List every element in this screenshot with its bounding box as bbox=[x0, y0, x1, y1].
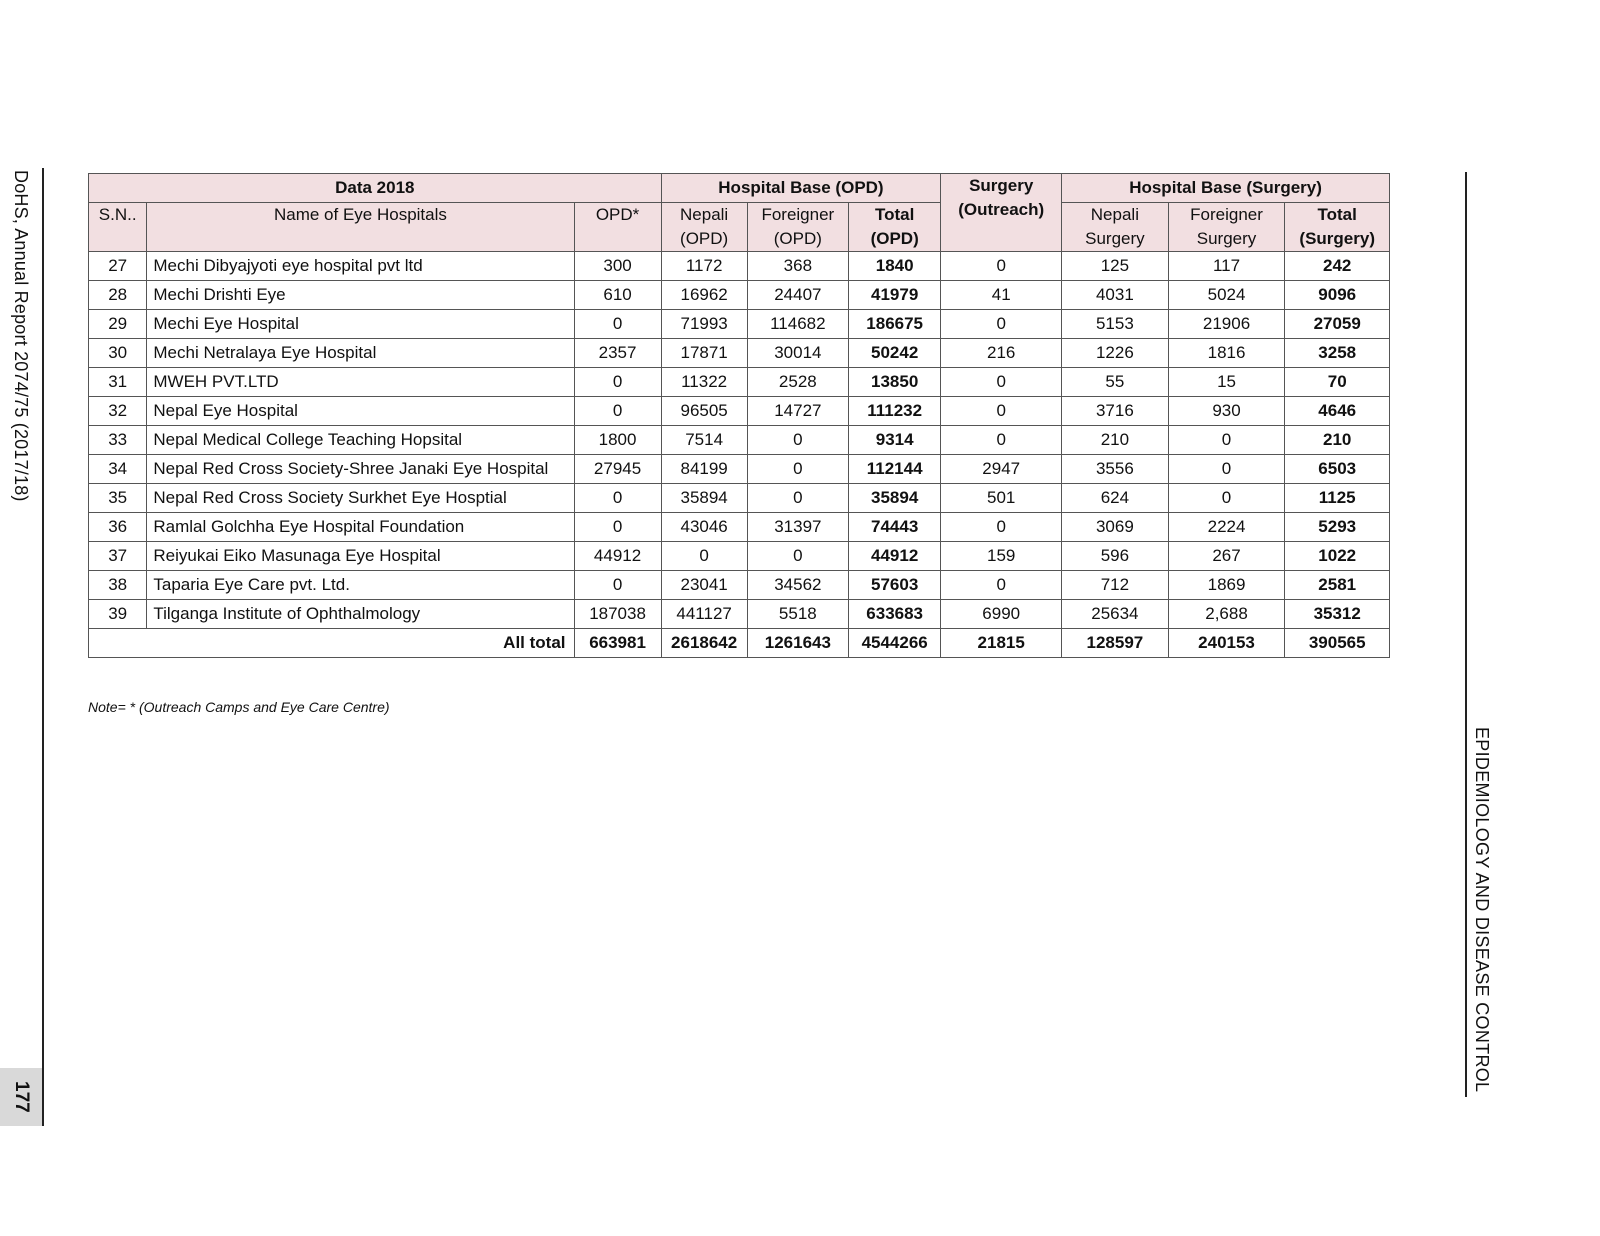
foreigner-opd-cell: 5518 bbox=[747, 600, 848, 629]
opd-star-cell: 0 bbox=[574, 368, 661, 397]
opd-star-cell: 1800 bbox=[574, 426, 661, 455]
total-surgery-header: Total (Surgery) bbox=[1285, 203, 1390, 252]
surgery-outreach-cell: 6990 bbox=[941, 600, 1062, 629]
nepali-surgery-cell: 624 bbox=[1062, 484, 1169, 513]
nepali-surgery-cell: 3716 bbox=[1062, 397, 1169, 426]
nepali-surgery-cell: 125 bbox=[1062, 252, 1169, 281]
hospital-name-cell: Mechi Eye Hospital bbox=[147, 310, 574, 339]
table-row bbox=[89, 281, 1390, 310]
total-opd-cell: 57603 bbox=[849, 571, 941, 600]
total-surgery-cell: 5293 bbox=[1285, 513, 1390, 542]
total-opd-cell: 41979 bbox=[849, 281, 941, 310]
total-surgery-cell: 1125 bbox=[1285, 484, 1390, 513]
table-row bbox=[89, 600, 1390, 629]
nepali-opd-cell: 17871 bbox=[661, 339, 747, 368]
sn-cell: 27 bbox=[89, 252, 147, 281]
hospital-name-cell: Nepal Red Cross Society Surkhet Eye Hosptial bbox=[147, 484, 574, 513]
foreigner-surgery-cell: 930 bbox=[1168, 397, 1285, 426]
opd-star-cell: 187038 bbox=[574, 600, 661, 629]
sn-cell: 39 bbox=[89, 600, 147, 629]
sn-header: S.N.. bbox=[89, 203, 147, 252]
hospital-name-cell: Tilganga Institute of Ophthalmology bbox=[147, 600, 574, 629]
surgery-outreach-cell: 41 bbox=[941, 281, 1062, 310]
nepali-opd-cell: 71993 bbox=[661, 310, 747, 339]
nepali-opd-cell: 1172 bbox=[661, 252, 747, 281]
right-margin-rule bbox=[1465, 172, 1467, 1097]
table-row bbox=[89, 252, 1390, 281]
sn-cell: 30 bbox=[89, 339, 147, 368]
opd-star-cell: 0 bbox=[574, 397, 661, 426]
page-number: 177 bbox=[11, 1081, 32, 1113]
opd-star-cell: 0 bbox=[574, 484, 661, 513]
total-opd-cell: 112144 bbox=[849, 455, 941, 484]
nepali-opd-cell: 23041 bbox=[661, 571, 747, 600]
opd-star-cell: 300 bbox=[574, 252, 661, 281]
foreigner-surgery-cell: 1816 bbox=[1168, 339, 1285, 368]
surgery-outreach-cell: 0 bbox=[941, 310, 1062, 339]
foreigner-opd-cell: 0 bbox=[747, 426, 848, 455]
foreigner-opd-cell: 2528 bbox=[747, 368, 848, 397]
total-surgery-cell: 210 bbox=[1285, 426, 1390, 455]
foreigner-surgery-cell: 0 bbox=[1168, 455, 1285, 484]
opd-star-cell: 44912 bbox=[574, 542, 661, 571]
nepali-surgery-cell: 5153 bbox=[1062, 310, 1169, 339]
foreigner-opd-header: Foreigner (OPD) bbox=[747, 203, 848, 252]
hospital-name-cell: Ramlal Golchha Eye Hospital Foundation bbox=[147, 513, 574, 542]
foreigner-opd-cell: 0 bbox=[747, 484, 848, 513]
hospital-name-cell: MWEH PVT.LTD bbox=[147, 368, 574, 397]
nepali-surgery-cell: 596 bbox=[1062, 542, 1169, 571]
total-surgery-cell: 6503 bbox=[1285, 455, 1390, 484]
table-row bbox=[89, 397, 1390, 426]
hospital-name-cell: Nepal Medical College Teaching Hopsital bbox=[147, 426, 574, 455]
table-row bbox=[89, 368, 1390, 397]
foreigner-opd-cell: 31397 bbox=[747, 513, 848, 542]
total-opd-cell: 9314 bbox=[849, 426, 941, 455]
total-opd-cell: 44912 bbox=[849, 542, 941, 571]
surgery-outreach-cell: 216 bbox=[941, 339, 1062, 368]
column-header-row bbox=[89, 203, 1390, 252]
all-total-row bbox=[89, 629, 1390, 658]
nepali-surgery-cell: 25634 bbox=[1062, 600, 1169, 629]
nepali-opd-cell: 11322 bbox=[661, 368, 747, 397]
total-opd-cell: 50242 bbox=[849, 339, 941, 368]
all-total-label: All total bbox=[89, 629, 575, 658]
hospital-name-cell: Mechi Dibyajyoti eye hospital pvt ltd bbox=[147, 252, 574, 281]
total-cell: 1261643 bbox=[747, 629, 848, 658]
surgery-outreach-cell: 501 bbox=[941, 484, 1062, 513]
foreigner-surgery-header: Foreigner Surgery bbox=[1168, 203, 1285, 252]
surgery-outreach-cell: 0 bbox=[941, 397, 1062, 426]
surgery-outreach-cell: 2947 bbox=[941, 455, 1062, 484]
nepali-surgery-cell: 3069 bbox=[1062, 513, 1169, 542]
hospital-name-cell: Nepal Red Cross Society-Shree Janaki Eye Hospital bbox=[147, 455, 574, 484]
table-row bbox=[89, 484, 1390, 513]
total-cell: 4544266 bbox=[849, 629, 941, 658]
total-surgery-cell: 27059 bbox=[1285, 310, 1390, 339]
foreigner-surgery-cell: 0 bbox=[1168, 484, 1285, 513]
sn-cell: 29 bbox=[89, 310, 147, 339]
total-cell: 390565 bbox=[1285, 629, 1390, 658]
sn-cell: 36 bbox=[89, 513, 147, 542]
report-title: DoHS, Annual Report 2074/75 (2017/18) bbox=[11, 170, 31, 502]
sn-cell: 35 bbox=[89, 484, 147, 513]
table-row bbox=[89, 513, 1390, 542]
total-opd-cell: 74443 bbox=[849, 513, 941, 542]
total-opd-cell: 111232 bbox=[849, 397, 941, 426]
foreigner-opd-cell: 368 bbox=[747, 252, 848, 281]
hospital-name-cell: Reiyukai Eiko Masunaga Eye Hospital bbox=[147, 542, 574, 571]
section-title: EPIDEMIOLOGY AND DISEASE CONTROL bbox=[1472, 727, 1492, 1093]
sn-cell: 38 bbox=[89, 571, 147, 600]
surgery-outreach-cell: 0 bbox=[941, 252, 1062, 281]
opd-star-cell: 0 bbox=[574, 513, 661, 542]
name-header: Name of Eye Hospitals bbox=[147, 203, 574, 252]
opd-star-cell: 0 bbox=[574, 571, 661, 600]
foreigner-opd-cell: 14727 bbox=[747, 397, 848, 426]
nepali-opd-cell: 441127 bbox=[661, 600, 747, 629]
total-surgery-cell: 242 bbox=[1285, 252, 1390, 281]
total-opd-cell: 35894 bbox=[849, 484, 941, 513]
nepali-surgery-cell: 712 bbox=[1062, 571, 1169, 600]
hospital-name-cell: Taparia Eye Care pvt. Ltd. bbox=[147, 571, 574, 600]
nepali-surgery-cell: 210 bbox=[1062, 426, 1169, 455]
sn-cell: 31 bbox=[89, 368, 147, 397]
nepali-opd-header: Nepali (OPD) bbox=[661, 203, 747, 252]
hospital-name-cell: Mechi Drishti Eye bbox=[147, 281, 574, 310]
hospital-base-opd-header: Hospital Base (OPD) bbox=[661, 174, 941, 203]
nepali-surgery-cell: 1226 bbox=[1062, 339, 1169, 368]
nepali-surgery-cell: 55 bbox=[1062, 368, 1169, 397]
table-row bbox=[89, 455, 1390, 484]
total-cell: 21815 bbox=[941, 629, 1062, 658]
opd-star-header: OPD* bbox=[574, 203, 661, 252]
table-row bbox=[89, 426, 1390, 455]
total-surgery-cell: 9096 bbox=[1285, 281, 1390, 310]
surgery-outreach-cell: 0 bbox=[941, 368, 1062, 397]
total-opd-cell: 633683 bbox=[849, 600, 941, 629]
hospital-name-cell: Nepal Eye Hospital bbox=[147, 397, 574, 426]
sn-cell: 33 bbox=[89, 426, 147, 455]
total-surgery-cell: 1022 bbox=[1285, 542, 1390, 571]
foreigner-opd-cell: 0 bbox=[747, 455, 848, 484]
opd-star-cell: 27945 bbox=[574, 455, 661, 484]
total-surgery-cell: 4646 bbox=[1285, 397, 1390, 426]
total-surgery-cell: 70 bbox=[1285, 368, 1390, 397]
table-row bbox=[89, 542, 1390, 571]
hospital-base-surgery-header: Hospital Base (Surgery) bbox=[1062, 174, 1390, 203]
opd-star-cell: 0 bbox=[574, 310, 661, 339]
page-number-box bbox=[0, 1068, 42, 1126]
total-cell: 663981 bbox=[574, 629, 661, 658]
opd-star-cell: 610 bbox=[574, 281, 661, 310]
foreigner-opd-cell: 0 bbox=[747, 542, 848, 571]
total-opd-cell: 13850 bbox=[849, 368, 941, 397]
total-surgery-cell: 3258 bbox=[1285, 339, 1390, 368]
nepali-opd-cell: 0 bbox=[661, 542, 747, 571]
eye-hospitals-table bbox=[88, 173, 1390, 658]
surgery-outreach-cell: 0 bbox=[941, 513, 1062, 542]
table-body bbox=[89, 252, 1390, 629]
surgery-outreach-header: Surgery (Outreach) bbox=[941, 174, 1062, 252]
foreigner-surgery-cell: 117 bbox=[1168, 252, 1285, 281]
foreigner-opd-cell: 114682 bbox=[747, 310, 848, 339]
nepali-opd-cell: 16962 bbox=[661, 281, 747, 310]
data-2018-header: Data 2018 bbox=[89, 174, 662, 203]
sn-cell: 34 bbox=[89, 455, 147, 484]
nepali-surgery-cell: 4031 bbox=[1062, 281, 1169, 310]
sn-cell: 32 bbox=[89, 397, 147, 426]
nepali-opd-cell: 43046 bbox=[661, 513, 747, 542]
sn-cell: 28 bbox=[89, 281, 147, 310]
surgery-outreach-cell: 0 bbox=[941, 571, 1062, 600]
foreigner-surgery-cell: 1869 bbox=[1168, 571, 1285, 600]
foreigner-surgery-cell: 2,688 bbox=[1168, 600, 1285, 629]
foreigner-opd-cell: 24407 bbox=[747, 281, 848, 310]
nepali-surgery-cell: 3556 bbox=[1062, 455, 1169, 484]
hospital-name-cell: Mechi Netralaya Eye Hospital bbox=[147, 339, 574, 368]
total-opd-cell: 186675 bbox=[849, 310, 941, 339]
sn-cell: 37 bbox=[89, 542, 147, 571]
nepali-opd-cell: 96505 bbox=[661, 397, 747, 426]
total-opd-header: Total (OPD) bbox=[849, 203, 941, 252]
nepali-opd-cell: 7514 bbox=[661, 426, 747, 455]
total-surgery-cell: 2581 bbox=[1285, 571, 1390, 600]
nepali-opd-cell: 84199 bbox=[661, 455, 747, 484]
foreigner-opd-cell: 30014 bbox=[747, 339, 848, 368]
foreigner-surgery-cell: 267 bbox=[1168, 542, 1285, 571]
foreigner-surgery-cell: 0 bbox=[1168, 426, 1285, 455]
surgery-outreach-cell: 159 bbox=[941, 542, 1062, 571]
foreigner-opd-cell: 34562 bbox=[747, 571, 848, 600]
table-note: Note= * (Outreach Camps and Eye Care Centre) bbox=[88, 699, 390, 715]
foreigner-surgery-cell: 21906 bbox=[1168, 310, 1285, 339]
total-cell: 240153 bbox=[1168, 629, 1285, 658]
nepali-opd-cell: 35894 bbox=[661, 484, 747, 513]
total-cell: 2618642 bbox=[661, 629, 747, 658]
table-row bbox=[89, 339, 1390, 368]
table-row bbox=[89, 571, 1390, 600]
surgery-outreach-cell: 0 bbox=[941, 426, 1062, 455]
total-cell: 128597 bbox=[1062, 629, 1169, 658]
total-surgery-cell: 35312 bbox=[1285, 600, 1390, 629]
nepali-surgery-header: Nepali Surgery bbox=[1062, 203, 1169, 252]
foreigner-surgery-cell: 15 bbox=[1168, 368, 1285, 397]
group-header-row bbox=[89, 174, 1390, 203]
foreigner-surgery-cell: 2224 bbox=[1168, 513, 1285, 542]
table-row bbox=[89, 310, 1390, 339]
total-opd-cell: 1840 bbox=[849, 252, 941, 281]
opd-star-cell: 2357 bbox=[574, 339, 661, 368]
foreigner-surgery-cell: 5024 bbox=[1168, 281, 1285, 310]
